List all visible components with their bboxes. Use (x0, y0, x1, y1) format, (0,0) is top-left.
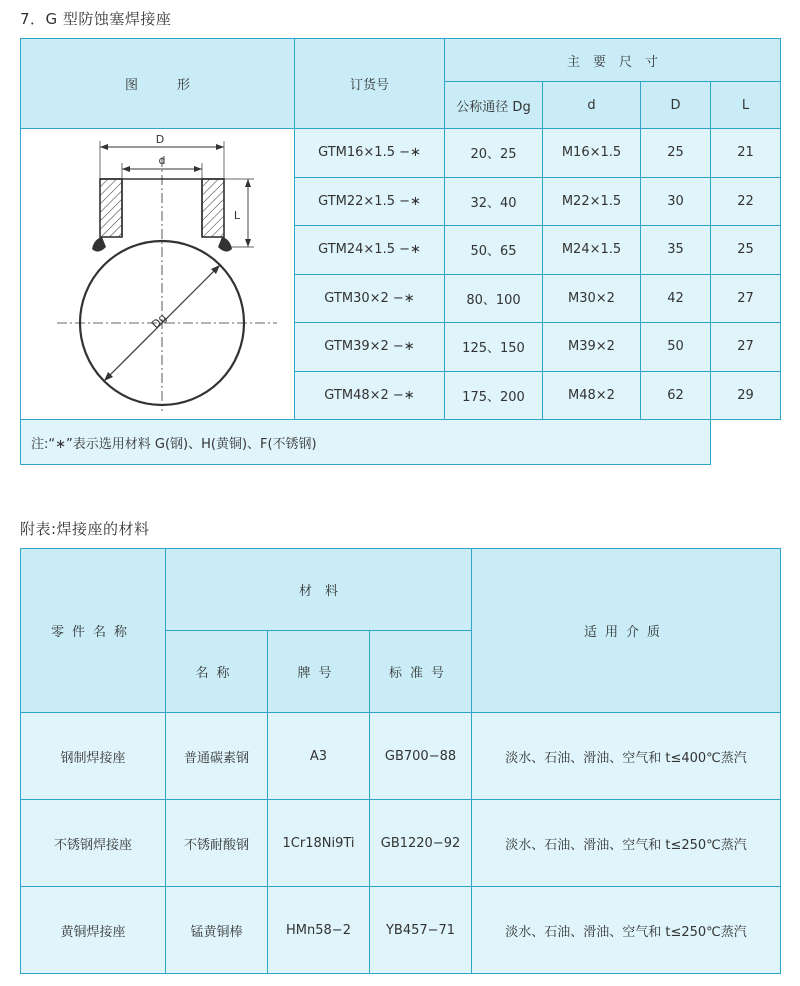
d-value: M22×1.5 (543, 177, 641, 226)
medium: 淡水、石油、滑油、空气和 t≤400℃蒸汽 (472, 713, 781, 800)
section1-title: 7．G 型防蚀塞焊接座 (20, 10, 172, 28)
dn-value: 80、100 (445, 274, 543, 323)
header-L: L (711, 82, 781, 129)
order-no: GTM22×1.5 −∗ (295, 177, 445, 226)
D-value: 62 (641, 371, 711, 420)
dn-value: 175、200 (445, 371, 543, 420)
dimension-table (20, 38, 781, 465)
material-standard: GB700−88 (370, 713, 472, 800)
label-d: d (158, 154, 165, 167)
label-L: L (233, 209, 240, 222)
L-value: 22 (711, 177, 781, 226)
header-standard: 标准号 (370, 631, 472, 713)
D-value: 50 (641, 323, 711, 372)
order-no: GTM30×2 −∗ (295, 274, 445, 323)
L-value: 27 (711, 323, 781, 372)
D-value: 30 (641, 177, 711, 226)
label-Dg: Dg (148, 311, 169, 332)
L-value: 29 (711, 371, 781, 420)
D-value: 25 (641, 129, 711, 178)
table-row (21, 887, 781, 974)
table-row (21, 713, 781, 800)
material-name: 锰黄铜棒 (166, 887, 268, 974)
medium: 淡水、石油、滑油、空气和 t≤250℃蒸汽 (472, 800, 781, 887)
part-name: 黄铜焊接座 (21, 887, 166, 974)
material-name: 普通碳素钢 (166, 713, 268, 800)
dn-value: 20、25 (445, 129, 543, 178)
dn-value: 32、40 (445, 177, 543, 226)
medium: 淡水、石油、滑油、空气和 t≤250℃蒸汽 (472, 887, 781, 974)
weld-seat-drawing (22, 129, 294, 415)
header-D: D (641, 82, 711, 129)
material-grade: HMn58−2 (268, 887, 370, 974)
part-name: 钢制焊接座 (21, 713, 166, 800)
note-row (21, 420, 781, 465)
header-name: 名称 (166, 631, 268, 713)
material-grade: A3 (268, 713, 370, 800)
L-value: 27 (711, 274, 781, 323)
material-standard: YB457−71 (370, 887, 472, 974)
dn-value: 50、65 (445, 226, 543, 275)
D-value: 35 (641, 226, 711, 275)
d-value: M24×1.5 (543, 226, 641, 275)
dn-value: 125、150 (445, 323, 543, 372)
d-value: M30×2 (543, 274, 641, 323)
order-no: GTM24×1.5 −∗ (295, 226, 445, 275)
header-dn: 公称通径 Dg (445, 82, 543, 129)
d-value: M48×2 (543, 371, 641, 420)
figure-drawing (21, 129, 295, 420)
materials-table (20, 548, 781, 974)
header-d: d (543, 82, 641, 129)
material-standard: GB1220−92 (370, 800, 472, 887)
table-row (21, 800, 781, 887)
note-text: 注:“∗”表示选用材料 G(钢)、H(黄铜)、F(不锈钢) (21, 420, 711, 465)
material-grade: 1Cr18Ni9Ti (268, 800, 370, 887)
part-name: 不锈钢焊接座 (21, 800, 166, 887)
D-value: 42 (641, 274, 711, 323)
header-medium: 适用介质 (472, 549, 781, 713)
label-D: D (155, 133, 164, 146)
header-main-dims: 主 要 尺 寸 (445, 39, 781, 82)
d-value: M16×1.5 (543, 129, 641, 178)
L-value: 25 (711, 226, 781, 275)
header-material: 材 料 (166, 549, 472, 631)
header-grade: 牌号 (268, 631, 370, 713)
order-no: GTM48×2 −∗ (295, 371, 445, 420)
order-no: GTM39×2 −∗ (295, 323, 445, 372)
L-value: 21 (711, 129, 781, 178)
material-name: 不锈耐酸钢 (166, 800, 268, 887)
header-part-name: 零件名称 (21, 549, 166, 713)
d-value: M39×2 (543, 323, 641, 372)
section2-title: 附表:焊接座的材料 (20, 520, 150, 538)
order-no: GTM16×1.5 −∗ (295, 129, 445, 178)
table-row (21, 129, 781, 178)
header-figure: 图 形 (21, 39, 295, 129)
header-order-no: 订货号 (295, 39, 445, 129)
